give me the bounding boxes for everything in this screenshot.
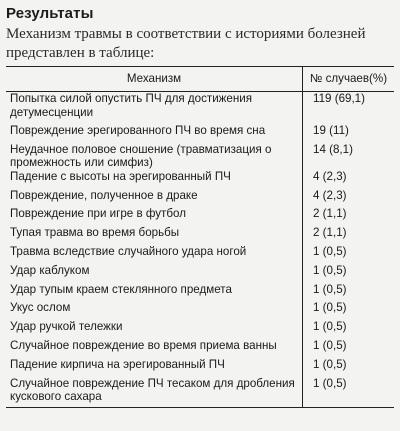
table-row	[6, 92, 394, 120]
cases-cell: 2 (1,1)	[313, 226, 347, 240]
cases-cell: 1 (0,5)	[313, 263, 347, 277]
table-row	[6, 245, 394, 264]
cases-cell: 1 (0,5)	[313, 320, 347, 334]
cases-cell: 1 (0,5)	[313, 357, 347, 371]
mechanism-cell: Удар ручкой тележки	[6, 320, 303, 339]
table-row	[6, 301, 394, 320]
table-row	[6, 377, 394, 408]
section-title: Результаты	[6, 5, 94, 22]
mechanism-table	[6, 66, 394, 408]
cases-cell: 1 (0,5)	[313, 301, 347, 315]
cases-cell: 119 (69,1)	[313, 92, 365, 105]
mechanism-cell: Попытка силой опустить ПЧ для достижения детумесценции	[6, 92, 303, 120]
mechanism-cell: Повреждение при игре в футбол	[6, 207, 303, 226]
cases-cell: 14 (8,1)	[313, 142, 353, 156]
mechanism-cell: Случайное повреждение ПЧ тесаком для дробления кускового сахара	[6, 377, 303, 408]
mechanism-cell: Падение с высоты на эрегированный ПЧ	[6, 170, 303, 189]
mechanism-cell: Укус ослом	[6, 301, 303, 320]
table-row	[6, 119, 394, 143]
mechanism-cell: Тупая травма во время борьбы	[6, 226, 303, 245]
table-row	[6, 189, 394, 208]
table-row	[6, 264, 394, 283]
table-row	[6, 143, 394, 170]
cases-cell: 2 (1,1)	[313, 207, 347, 221]
header-mechanism: Механизм	[6, 67, 303, 92]
mechanism-cell: Удар каблуком	[6, 264, 303, 283]
mechanism-cell: Удар тупым краем стеклянного предмета	[6, 283, 303, 302]
mechanism-cell: Повреждение, полученное в драке	[6, 189, 303, 208]
table-row	[6, 320, 394, 339]
mechanism-cell: Повреждение эрегированного ПЧ во время сна	[6, 119, 303, 143]
table-row	[6, 339, 394, 358]
intro-paragraph: Механизм травмы в соответствии с историями болезней представлен в таблице:	[6, 26, 366, 61]
table-row	[6, 207, 394, 226]
cases-cell: 1 (0,5)	[313, 282, 347, 296]
mechanism-cell: Травма вследствие случайного удара ногой	[6, 245, 303, 264]
table-header-row	[6, 67, 394, 92]
header-cases: № случаев(%)	[303, 67, 395, 92]
cases-cell: 1 (0,5)	[303, 377, 395, 408]
table-row	[6, 283, 394, 302]
cases-cell: 1 (0,5)	[313, 338, 347, 352]
table-row	[6, 170, 394, 189]
mechanism-cell: Случайное повреждение во время приема ванны	[6, 339, 303, 358]
mechanism-cell: Неудачное половое сношение (травматизация о промежность или симфиз)	[6, 143, 303, 170]
cases-cell: 4 (2,3)	[313, 169, 347, 183]
cases-cell: 4 (2,3)	[313, 188, 347, 202]
cases-cell: 1 (0,5)	[313, 244, 347, 258]
table-row	[6, 226, 394, 245]
mechanism-cell: Падение кирпича на эрегированный ПЧ	[6, 358, 303, 377]
cases-cell: 19 (11)	[313, 124, 349, 137]
table-row	[6, 358, 394, 377]
